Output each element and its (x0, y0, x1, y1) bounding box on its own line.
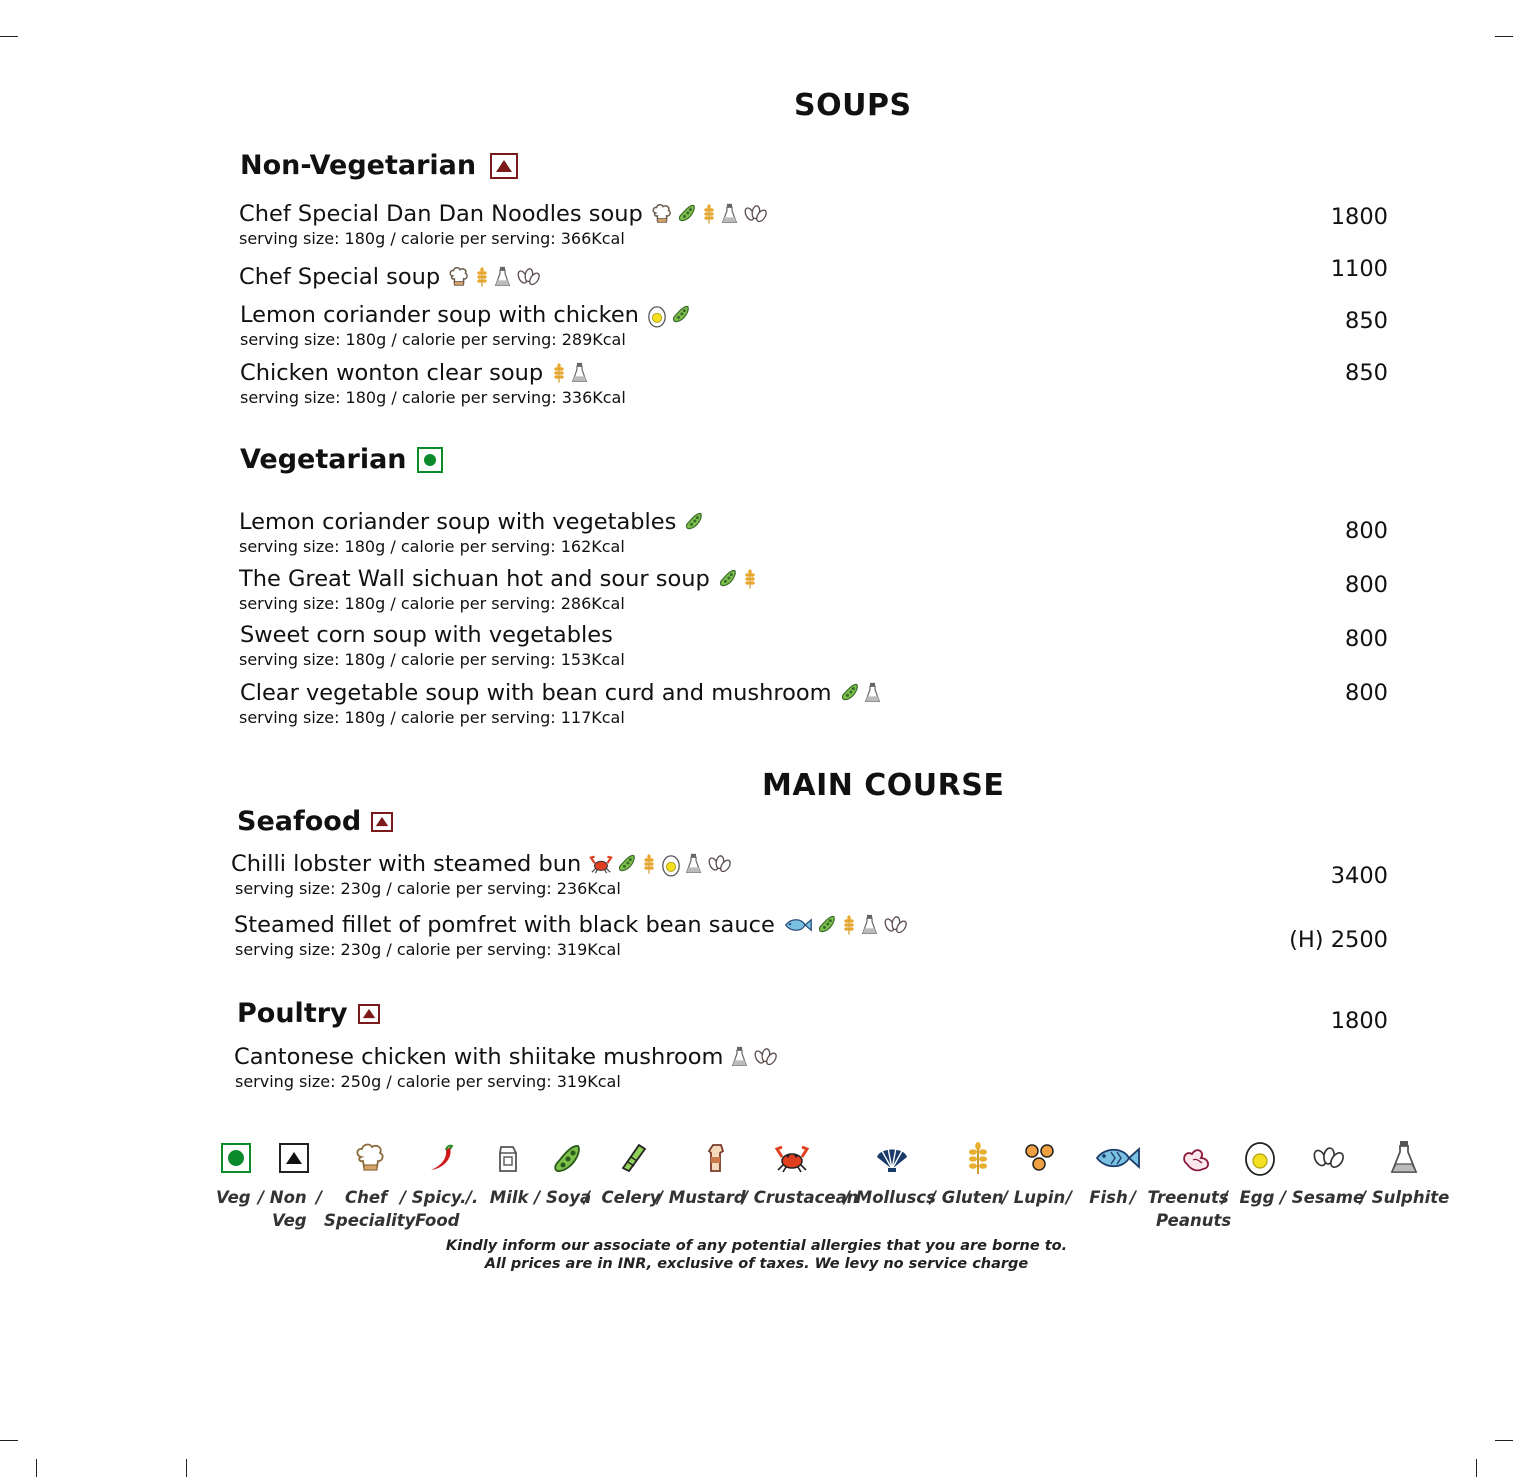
allergen-icons (551, 362, 588, 384)
item-price: 1100 (1330, 256, 1388, 282)
menu-item (234, 912, 908, 959)
allergen-icons (783, 914, 908, 936)
lupin-icon (1020, 1138, 1060, 1178)
category-label: Vegetarian (240, 444, 407, 475)
legend-label-non-veg-2: Veg (272, 1211, 307, 1230)
item-price: 1800 (1330, 204, 1388, 230)
non-veg-icon (371, 812, 393, 832)
legend-label-egg: / Egg (1222, 1188, 1275, 1207)
sesame-icon (882, 914, 908, 936)
item-serving-info: serving size: 180g / calorie per serving: 117Kcal (239, 708, 625, 727)
price-note: All prices are in INR, exclusive of taxes. We levy no service charge (484, 1256, 1029, 1272)
legend-label-peanuts: Peanuts (1156, 1211, 1232, 1230)
legend-label-celery: / Celery (584, 1188, 661, 1207)
crop-mark (186, 1459, 187, 1477)
allergen-icons (651, 203, 768, 225)
menu-item (239, 201, 768, 248)
item-serving-info: serving size: 230g / calorie per serving: 236Kcal (235, 879, 621, 898)
legend-label-lupin: / Lupin (1002, 1188, 1066, 1207)
non-veg-icon (490, 153, 518, 179)
item-name: Sweet corn soup with vegetables (240, 622, 613, 648)
item-name: Chilli lobster with steamed bun (231, 851, 582, 877)
crop-mark (1476, 1459, 1477, 1477)
non-veg-icon (274, 1138, 314, 1178)
item-serving-info: serving size: 180g / calorie per serving: 153Kcal (239, 650, 625, 669)
chef-icon (350, 1138, 390, 1178)
item-name: Lemon coriander soup with chicken (240, 302, 639, 328)
veg-icon (417, 447, 443, 473)
egg-icon (647, 304, 667, 326)
menu-item (239, 509, 704, 556)
legend-label-veg: Veg (216, 1188, 251, 1207)
soya-icon (684, 511, 704, 533)
sulphite-icon (494, 266, 511, 288)
category-label: Non-Vegetarian (240, 150, 477, 181)
gluten-icon (474, 266, 490, 288)
item-name: Chicken wonton clear soup (240, 360, 544, 386)
non-veg-icon (358, 1004, 380, 1024)
item-price: 800 (1345, 518, 1388, 544)
egg-icon (661, 853, 681, 875)
menu-item (240, 360, 626, 407)
allergy-note: Kindly inform our associate of any potential allergies that you are borne to. (445, 1238, 1068, 1254)
fish-icon (783, 914, 813, 936)
allergen-icons (448, 266, 541, 288)
fish-icon (1092, 1138, 1142, 1178)
allergen-legend (210, 1138, 1450, 1238)
treenuts-peanuts-icon (1178, 1138, 1218, 1178)
item-name: Steamed fillet of pomfret with black bean sauce (234, 912, 775, 938)
crustacean-icon (589, 853, 613, 875)
molluscs-icon (872, 1138, 912, 1178)
menu-item (234, 1044, 778, 1091)
legend-label-sesame: / Sesame (1280, 1188, 1365, 1207)
item-price: 800 (1345, 680, 1388, 706)
legend-label-chef-2: Speciality (324, 1211, 416, 1230)
item-name: Chef Special soup (239, 264, 441, 290)
gluten-icon (742, 568, 758, 590)
item-name: The Great Wall sichuan hot and sour soup (239, 566, 710, 592)
item-price: 1800 (1330, 1008, 1388, 1034)
crustacean-icon (772, 1138, 812, 1178)
category-label: Poultry (237, 998, 348, 1029)
soya-icon (718, 568, 738, 590)
sesame-icon (706, 853, 732, 875)
item-name: Chef Special Dan Dan Noodles soup (239, 201, 643, 227)
allergen-icons (731, 1046, 778, 1068)
soya-icon (817, 914, 837, 936)
item-price: 850 (1345, 308, 1388, 334)
sesame-icon (515, 266, 541, 288)
item-serving-info: serving size: 180g / calorie per serving: 366Kcal (239, 229, 625, 248)
item-price: 850 (1345, 360, 1388, 386)
item-serving-info: serving size: 230g / calorie per serving: 319Kcal (235, 940, 621, 959)
crop-mark (0, 1440, 18, 1441)
soya-icon (617, 853, 637, 875)
gluten-icon (841, 914, 857, 936)
item-name: Clear vegetable soup with bean curd and mushroom (240, 680, 832, 706)
legend-label-mustard: / Mustard (657, 1188, 746, 1207)
chef-icon (651, 203, 673, 225)
allergen-icons (840, 682, 881, 704)
legend-label-milk-soya: /. Milk / Soya (466, 1188, 592, 1207)
category-poultry (237, 998, 380, 1029)
sulphite-icon (864, 682, 881, 704)
celery-icon (614, 1138, 654, 1178)
sesame-icon (742, 203, 768, 225)
menu-item (240, 302, 691, 349)
item-serving-info: serving size: 180g / calorie per serving: 289Kcal (240, 330, 626, 349)
gluten-icon (551, 362, 567, 384)
item-price: (H) 2500 (1289, 927, 1388, 953)
crop-mark (0, 36, 18, 37)
soups-title: SOUPS (794, 88, 912, 123)
main-course-title: MAIN COURSE (762, 768, 1005, 803)
item-serving-info: serving size: 180g / calorie per serving: 336Kcal (240, 388, 626, 407)
sesame-icon (752, 1046, 778, 1068)
legend-label-treenuts: / Treenuts (1130, 1188, 1229, 1207)
gluten-icon (958, 1138, 998, 1178)
category-vegetarian (240, 444, 443, 475)
chef-icon (448, 266, 470, 288)
sulphite-icon (685, 853, 702, 875)
crop-mark (1495, 1440, 1513, 1441)
legend-label-crustacean: / Crustacean (742, 1188, 859, 1207)
mustard-icon (696, 1138, 736, 1178)
legend-label-spicy-2: Food (415, 1211, 460, 1230)
item-name: Lemon coriander soup with vegetables (239, 509, 677, 535)
allergen-icons (684, 511, 704, 533)
sesame-icon (1308, 1138, 1348, 1178)
sulphite-icon (571, 362, 588, 384)
legend-label-chef: / Chef (316, 1188, 388, 1207)
gluten-icon (641, 853, 657, 875)
item-serving-info: serving size: 180g / calorie per serving: 162Kcal (239, 537, 625, 556)
category-label: Seafood (237, 806, 362, 837)
item-name: Cantonese chicken with shiitake mushroom (234, 1044, 724, 1070)
sulphite-icon (721, 203, 738, 225)
gluten-icon (701, 203, 717, 225)
soya-icon (548, 1138, 588, 1178)
crop-mark (1495, 36, 1513, 37)
category-non-vegetarian (240, 150, 518, 181)
item-serving-info: serving size: 180g / calorie per serving: 286Kcal (239, 594, 625, 613)
soya-icon (840, 682, 860, 704)
spicy-icon (422, 1138, 462, 1178)
legend-label-molluscs: / Molluscs (844, 1188, 937, 1207)
legend-label-sulphite: / Sulphite (1360, 1188, 1450, 1207)
item-serving-info: serving size: 250g / calorie per serving: 319Kcal (235, 1072, 621, 1091)
sulphite-icon (1384, 1138, 1424, 1178)
item-price: 800 (1345, 626, 1388, 652)
item-price: 3400 (1330, 863, 1388, 889)
allergen-icons (647, 304, 691, 326)
legend-label-fish: / Fish (1066, 1188, 1128, 1207)
soya-icon (671, 304, 691, 326)
sulphite-icon (861, 914, 878, 936)
legend-label-spicy: / Spicy. (400, 1188, 467, 1207)
menu-item (231, 851, 732, 898)
legend-label-gluten: / Gluten (930, 1188, 1004, 1207)
crop-mark (36, 1459, 37, 1477)
sulphite-icon (731, 1046, 748, 1068)
allergen-icons (718, 568, 758, 590)
soya-icon (677, 203, 697, 225)
menu-item (240, 680, 881, 727)
egg-icon (1240, 1138, 1280, 1178)
item-price: 800 (1345, 572, 1388, 598)
allergen-icons (589, 853, 732, 875)
menu-item (239, 566, 758, 613)
menu-item (239, 264, 541, 290)
category-seafood (237, 806, 393, 837)
legend-label-non-veg: / Non (258, 1188, 307, 1207)
milk-soya-icon (488, 1138, 528, 1178)
menu-item (240, 622, 625, 669)
veg-icon (216, 1138, 256, 1178)
